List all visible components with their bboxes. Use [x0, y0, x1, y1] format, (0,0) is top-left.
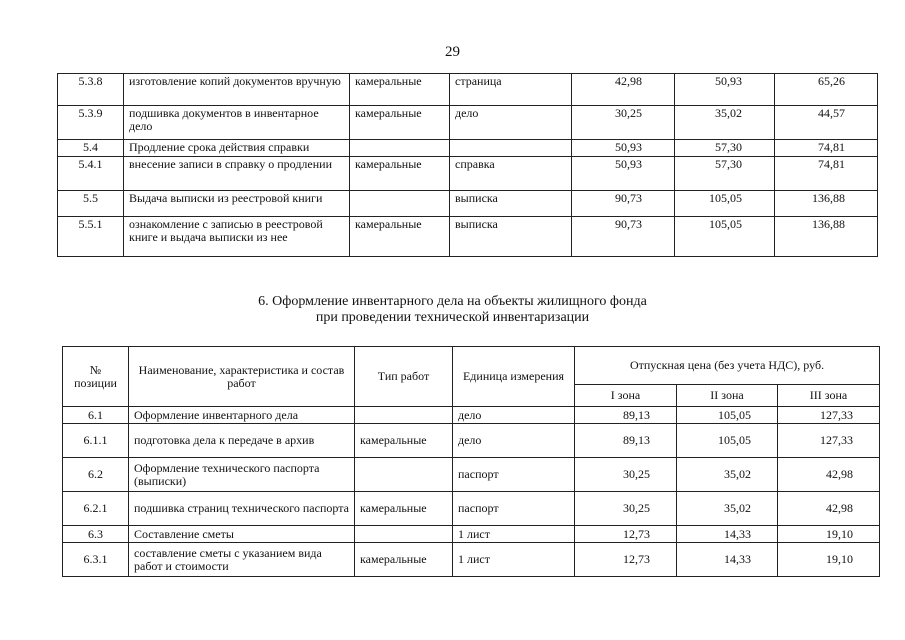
table-row	[58, 140, 878, 157]
section-title-line-2: при проведении технической инвентаризации	[315, 310, 590, 325]
cell-work-type	[355, 407, 453, 424]
cell-work-type	[350, 140, 450, 157]
cell-zone-1: 89,13	[575, 407, 677, 424]
cell-zone-2: 105,05	[677, 407, 778, 424]
cell-code: 5.5.1	[58, 217, 124, 257]
cell-name: Выдача выписки из реестровой книги	[124, 191, 350, 217]
table-row	[58, 106, 878, 140]
cell-name: изготовление копий документов вручную	[124, 74, 350, 106]
cell-zone-1: 30,25	[575, 492, 677, 526]
cell-unit: паспорт	[453, 492, 575, 526]
cell-work-type: камеральные	[355, 492, 453, 526]
cell-code: 6.1.1	[63, 424, 129, 458]
cell-name: подшивка документов в инвентарное дело	[124, 106, 350, 140]
cell-zone-3: 42,98	[778, 458, 880, 492]
cell-zone-1: 30,25	[575, 458, 677, 492]
cell-unit: дело	[453, 424, 575, 458]
cell-zone-2: 14,33	[677, 543, 778, 577]
cell-code: 5.3.8	[58, 74, 124, 106]
cell-unit: 1 лист	[453, 526, 575, 543]
cell-code: 5.3.9	[58, 106, 124, 140]
cell-zone-3: 19,10	[778, 526, 880, 543]
header-position: № позиции	[63, 347, 129, 407]
cell-name: подшивка страниц технического паспорта	[129, 492, 355, 526]
cell-zone-2: 50,93	[675, 74, 775, 106]
cell-unit: выписка	[450, 217, 572, 257]
header-price: Отпускная цена (без учета НДС), руб.	[575, 347, 880, 385]
cell-code: 5.4	[58, 140, 124, 157]
table-row	[63, 526, 880, 543]
page-number: 29	[445, 44, 460, 60]
cell-work-type: камеральные	[355, 543, 453, 577]
cell-zone-1: 50,93	[572, 157, 675, 191]
cell-work-type: камеральные	[350, 157, 450, 191]
cell-code: 6.3	[63, 526, 129, 543]
cell-zone-3: 74,81	[775, 140, 878, 157]
header-unit: Единица измерения	[453, 347, 575, 407]
cell-zone-2: 105,05	[677, 424, 778, 458]
cell-work-type	[355, 526, 453, 543]
table-row	[63, 492, 880, 526]
cell-name: Оформление инвентарного дела	[129, 407, 355, 424]
cell-zone-3: 136,88	[775, 191, 878, 217]
table-row	[63, 407, 880, 424]
cell-zone-2: 14,33	[677, 526, 778, 543]
cell-work-type	[350, 191, 450, 217]
cell-zone-3: 19,10	[778, 543, 880, 577]
cell-unit	[450, 140, 572, 157]
table-row	[58, 157, 878, 191]
cell-code: 5.4.1	[58, 157, 124, 191]
cell-work-type	[355, 458, 453, 492]
cell-zone-3: 42,98	[778, 492, 880, 526]
cell-unit: паспорт	[453, 458, 575, 492]
cell-work-type: камеральные	[355, 424, 453, 458]
cell-zone-3: 136,88	[775, 217, 878, 257]
cell-name: составление сметы с указанием вида работ и стоимости	[129, 543, 355, 577]
cell-zone-1: 42,98	[572, 74, 675, 106]
header-name: Наименование, характеристика и состав работ	[129, 347, 355, 407]
header-work-type: Тип работ	[355, 347, 453, 407]
header-zone-2: II зона	[677, 385, 778, 407]
cell-zone-3: 65,26	[775, 74, 878, 106]
header-zone-3: III зона	[778, 385, 880, 407]
cell-name: внесение записи в справку о продлении	[124, 157, 350, 191]
cell-zone-1: 50,93	[572, 140, 675, 157]
cell-code: 6.2.1	[63, 492, 129, 526]
cell-unit: дело	[453, 407, 575, 424]
header-zone-1: I зона	[575, 385, 677, 407]
price-table-continued	[57, 73, 878, 257]
table-row	[58, 217, 878, 257]
cell-name: Составление сметы	[129, 526, 355, 543]
cell-zone-2: 105,05	[675, 191, 775, 217]
cell-zone-1: 89,13	[575, 424, 677, 458]
cell-zone-1: 30,25	[572, 106, 675, 140]
cell-unit: выписка	[450, 191, 572, 217]
cell-code: 6.3.1	[63, 543, 129, 577]
table-row	[58, 74, 878, 106]
cell-zone-3: 127,33	[778, 407, 880, 424]
cell-zone-2: 57,30	[675, 140, 775, 157]
cell-work-type: камеральные	[350, 106, 450, 140]
cell-unit: страница	[450, 74, 572, 106]
cell-zone-2: 57,30	[675, 157, 775, 191]
cell-zone-2: 35,02	[675, 106, 775, 140]
cell-name: ознакомление с записью в реестровой книге и выдача выписки из нее	[124, 217, 350, 257]
cell-zone-1: 90,73	[572, 191, 675, 217]
cell-unit: 1 лист	[453, 543, 575, 577]
section-title-line-1: 6. Оформление инвентарного дела на объекты жилищного фонда	[258, 294, 647, 309]
cell-code: 5.5	[58, 191, 124, 217]
table-row	[63, 424, 880, 458]
cell-unit: справка	[450, 157, 572, 191]
cell-zone-3: 74,81	[775, 157, 878, 191]
cell-code: 6.2	[63, 458, 129, 492]
cell-zone-1: 12,73	[575, 526, 677, 543]
cell-name: Продление срока действия справки	[124, 140, 350, 157]
cell-work-type: камеральные	[350, 217, 450, 257]
cell-code: 6.1	[63, 407, 129, 424]
table-row	[63, 458, 880, 492]
price-table-section-6	[62, 346, 880, 577]
cell-unit: дело	[450, 106, 572, 140]
cell-name: подготовка дела к передаче в архив	[129, 424, 355, 458]
cell-zone-3: 44,57	[775, 106, 878, 140]
cell-name: Оформление технического паспорта (выписки)	[129, 458, 355, 492]
table-row	[63, 543, 880, 577]
cell-zone-2: 35,02	[677, 458, 778, 492]
cell-zone-1: 90,73	[572, 217, 675, 257]
section-title	[0, 294, 905, 326]
cell-zone-2: 105,05	[675, 217, 775, 257]
cell-zone-1: 12,73	[575, 543, 677, 577]
cell-zone-3: 127,33	[778, 424, 880, 458]
cell-work-type: камеральные	[350, 74, 450, 106]
table-row	[58, 191, 878, 217]
cell-zone-2: 35,02	[677, 492, 778, 526]
